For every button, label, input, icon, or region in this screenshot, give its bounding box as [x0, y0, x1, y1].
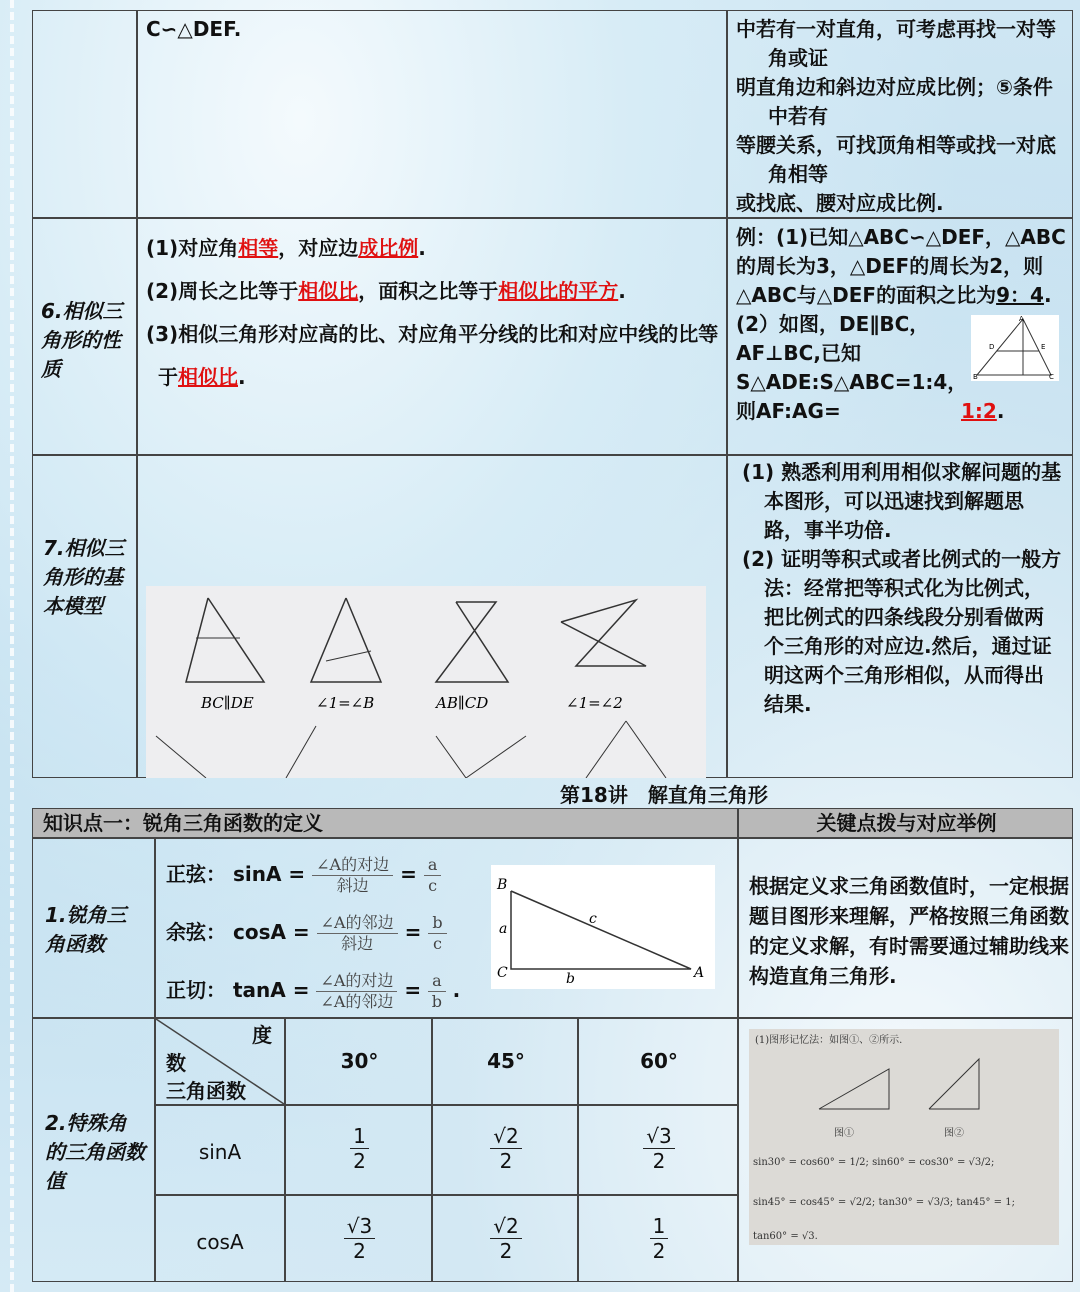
row1-tip-cell: 根据定义求三角函数值时，一定根据题目图形来理解，严格按照三角函数的定义求解，有时需要通过辅助线来构造直角三角形.: [738, 838, 1073, 1018]
triangle-figure: [971, 315, 1059, 381]
row5-label-cell: [32, 10, 137, 218]
section-title: 第18讲 解直角三角形: [560, 783, 768, 807]
svg-text:B: B: [973, 373, 978, 381]
row2-label-cell: 2.特殊角的三角函数值: [32, 1018, 155, 1282]
row5-content: C∽△DEF.: [146, 17, 242, 41]
svg-text:D: D: [989, 343, 995, 351]
svg-text:A: A: [694, 965, 705, 981]
trig-value: $\frac{√2}{2}$: [490, 1124, 521, 1173]
row7-content-cell: [137, 455, 727, 778]
trig-value: $\frac{1}{2}$: [350, 1124, 369, 1173]
special-angles-photo: (1)图形记忆法：如图①、②所示. 图① 图② sin30° = cos60° = 1/2; sin60° = cos30° = √3/2; sin45° = cos45° = √2/2; tan30° = √3/3; tan45° = 1; tan60° = √3.: [749, 1029, 1059, 1245]
row6-properties: (1)对应角相等，对应边成比例. (2)周长之比等于相似比，面积之比等于相似比的平方. (3)相似三角形对应高的比、对应角平分线的比和对应中线的比等于相似比.: [146, 236, 719, 389]
row6-example-cell: [727, 218, 1073, 455]
row7-tips: (1) 熟悉利用利用相似求解问题的基本图形，可以迅速找到解题思路，事半功倍. (2) 证明等积式或者比例式的一般方法：经常把等积式化为比例式，把比例式的四条线段分别看做两个三角形的对应边.然后，通过证明这两个三角形相似，从而得出结果.: [742, 460, 1062, 716]
angle-header: 60°: [640, 1049, 678, 1073]
row6-label-cell: [32, 218, 137, 455]
row6-content-cell: [137, 218, 727, 455]
tangent-definition: 正切： tanA = $\frac{\text{∠A的对边}}{\text{∠A的邻边}}$ = $\frac{a}{b}$ .: [166, 971, 461, 1011]
row2-photo-cell: [738, 1018, 1073, 1282]
similar-triangle-models: [146, 586, 706, 778]
header-key-points: 关键点拨与对应举例: [738, 808, 1073, 838]
function-name: sinA: [198, 1140, 242, 1164]
trig-value: $\frac{√3}{2}$: [643, 1124, 674, 1173]
row5-tips-cell: [727, 10, 1073, 218]
row7-tips-cell: [727, 455, 1073, 778]
trig-value-cell: [432, 1105, 578, 1195]
row6-example: 例：(1)已知△ABC∽△DEF，△ABC的周长为3，△DEF的周长为2，则△ABC与△DEF的面积之比为9：4. (2）如图，DE∥BC，AF⊥BC,已知S△ADE:S△ABC=1:4，则AF:AG= 1:2.: [736, 225, 1066, 423]
row7-label: 7.相似三角形的基本模型: [43, 536, 125, 618]
sine-definition: 正弦： sinA = $\frac{\text{∠A的对边}}{\text{斜边}}$ = $\frac{a}{c}$: [166, 845, 496, 903]
angle-header-cell: [432, 1018, 578, 1105]
row5-tips: 中若有一对直角，可考虑再找一对等角或证 明直角边和斜边对应成比例；⑤条件中若有 等腰关系，可找顶角相等或找一对底角相等 或找底、腰对应成比例.: [736, 17, 1056, 215]
trig-value-cell: [432, 1195, 578, 1282]
svg-text:B: B: [497, 877, 508, 893]
trig-value-cell: [578, 1105, 738, 1195]
trig-value: $\frac{√2}{2}$: [490, 1214, 521, 1263]
trig-value: $\frac{1}{2}$: [650, 1214, 669, 1263]
svg-text:C: C: [497, 965, 508, 981]
trig-definitions: [166, 845, 496, 1019]
row6-label: 6.相似三角形的性质: [41, 299, 123, 381]
angle-header: 30°: [340, 1049, 379, 1073]
model-caption-4: ∠1=∠2: [566, 694, 623, 712]
right-triangle-figure: [491, 865, 715, 989]
basic-models-photo: [146, 586, 706, 778]
svg-text:C: C: [1049, 373, 1054, 381]
trig-value-cell: [285, 1195, 432, 1282]
svg-text:c: c: [589, 911, 597, 927]
header-knowledge-point: 知识点一：锐角三角函数的定义: [32, 808, 738, 838]
cosine-definition: 余弦： cosA = $\frac{\text{∠A的邻边}}{\text{斜边}}$ = $\frac{b}{c}$: [166, 903, 496, 961]
angle-header-cell: [578, 1018, 738, 1105]
model-caption-1: BC∥DE: [201, 694, 254, 712]
trig-value-cell: [578, 1195, 738, 1282]
angle-header-cell: [285, 1018, 432, 1105]
row7-label-cell: [32, 455, 137, 778]
corner-header-cell: 度 数 三角函数: [155, 1018, 285, 1105]
svg-text:A: A: [1019, 315, 1024, 323]
trig-definition-cell: [155, 838, 738, 1018]
svg-text:E: E: [1041, 343, 1046, 351]
model-caption-2: ∠1=∠B: [316, 694, 375, 712]
trig-value-cell: [285, 1105, 432, 1195]
page-edge-decoration: [10, 0, 24, 1292]
row1-label-cell: 1.锐角三角函数: [32, 838, 155, 1018]
function-name-cell: [155, 1195, 285, 1282]
function-name: cosA: [196, 1230, 244, 1254]
angle-header: 45°: [487, 1049, 525, 1073]
model-caption-3: AB∥CD: [436, 694, 489, 712]
trig-value: $\frac{√3}{2}$: [344, 1214, 375, 1263]
svg-text:a: a: [499, 921, 508, 937]
svg-text:b: b: [566, 971, 575, 987]
special-triangles: [809, 1049, 1009, 1129]
row5-content-cell: [137, 10, 727, 218]
function-name-cell: [155, 1105, 285, 1195]
